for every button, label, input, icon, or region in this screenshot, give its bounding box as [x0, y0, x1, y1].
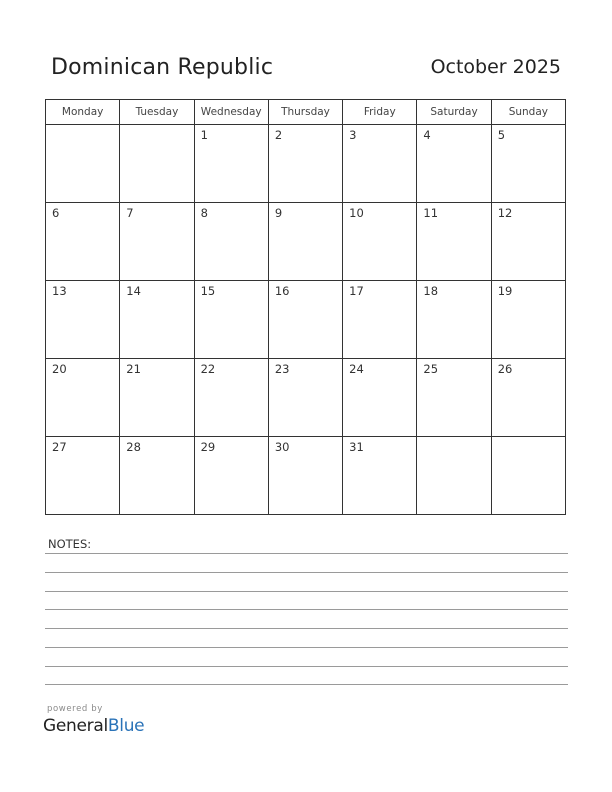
note-line [45, 609, 568, 610]
day-number: 30 [274, 440, 290, 454]
month-title: October 2025 [430, 56, 561, 78]
week-row [46, 125, 566, 203]
day-number: 17 [349, 284, 364, 298]
day-number: 23 [274, 362, 290, 376]
day-number: 4 [423, 128, 431, 142]
day-cell [120, 281, 194, 359]
week-row [46, 437, 566, 515]
day-number: 10 [349, 206, 364, 220]
day-cell [343, 437, 417, 515]
day-number: 31 [349, 440, 364, 454]
weekday-friday: Friday [343, 100, 417, 125]
day-cell [343, 281, 417, 359]
day-cell [46, 203, 120, 281]
week-row [46, 203, 566, 281]
generalblue-logo[interactable] [43, 716, 144, 736]
day-cell [343, 203, 417, 281]
calendar-grid [45, 99, 566, 515]
day-cell [343, 359, 417, 437]
day-number: 7 [126, 206, 134, 220]
day-number [492, 437, 565, 440]
day-cell [491, 437, 565, 515]
day-cell [417, 437, 491, 515]
country-title: Dominican Republic [51, 55, 274, 80]
note-line [45, 572, 568, 573]
note-line [45, 553, 568, 554]
day-number: 13 [52, 284, 67, 298]
day-cell [268, 281, 342, 359]
day-cell [194, 203, 268, 281]
day-number: 12 [497, 206, 513, 220]
day-cell [491, 281, 565, 359]
day-cell [268, 437, 342, 515]
day-number: 19 [497, 284, 513, 298]
weekday-tuesday: Tuesday [120, 100, 194, 125]
day-cell [120, 437, 194, 515]
day-number: 26 [497, 362, 513, 376]
day-number: 21 [126, 362, 141, 376]
day-number [46, 125, 119, 128]
weekday-thursday: Thursday [268, 100, 342, 125]
day-cell [46, 125, 120, 203]
day-number: 15 [200, 284, 216, 298]
day-cell [417, 281, 491, 359]
day-number: 2 [274, 128, 283, 142]
day-number: 3 [349, 128, 357, 142]
day-cell [46, 359, 120, 437]
day-cell [120, 359, 194, 437]
day-number: 22 [200, 362, 216, 376]
note-line [45, 628, 568, 629]
day-number: 6 [52, 206, 60, 220]
day-cell [268, 203, 342, 281]
day-number: 20 [52, 362, 67, 376]
day-cell [46, 437, 120, 515]
day-number: 24 [349, 362, 364, 376]
weekday-wednesday: Wednesday [194, 100, 268, 125]
day-cell [194, 281, 268, 359]
day-cell [417, 203, 491, 281]
day-cell [46, 281, 120, 359]
powered-by-text: powered by [47, 704, 103, 714]
weekday-saturday: Saturday [417, 100, 491, 125]
day-number: 5 [497, 128, 506, 142]
day-cell [343, 125, 417, 203]
weekday-monday: Monday [46, 100, 120, 125]
brand-general: General [43, 716, 108, 736]
note-line [45, 647, 568, 648]
notes-label: NOTES: [48, 537, 92, 551]
day-number: 1 [200, 128, 208, 142]
day-cell [417, 125, 491, 203]
week-row [46, 281, 566, 359]
day-number: 18 [423, 284, 439, 298]
day-number: 9 [274, 206, 283, 220]
weekday-header-row [46, 100, 566, 125]
day-cell [268, 359, 342, 437]
day-number [120, 125, 193, 128]
day-number: 16 [274, 284, 290, 298]
day-cell [120, 203, 194, 281]
note-line [45, 666, 568, 667]
day-cell [194, 437, 268, 515]
day-cell [120, 125, 194, 203]
day-cell [491, 203, 565, 281]
day-number: 27 [52, 440, 67, 454]
day-number: 11 [423, 206, 439, 220]
day-cell [194, 359, 268, 437]
day-cell [194, 125, 268, 203]
note-line [45, 591, 568, 592]
day-cell [491, 125, 565, 203]
brand-blue: Blue [107, 716, 145, 736]
day-cell [417, 359, 491, 437]
week-row [46, 359, 566, 437]
day-number: 14 [126, 284, 141, 298]
day-number: 25 [423, 362, 439, 376]
note-line [45, 684, 568, 685]
day-cell [491, 359, 565, 437]
day-number: 28 [126, 440, 141, 454]
day-number: 8 [200, 206, 208, 220]
day-cell [268, 125, 342, 203]
day-number [417, 437, 490, 440]
day-number: 29 [200, 440, 216, 454]
weekday-sunday: Sunday [491, 100, 565, 125]
